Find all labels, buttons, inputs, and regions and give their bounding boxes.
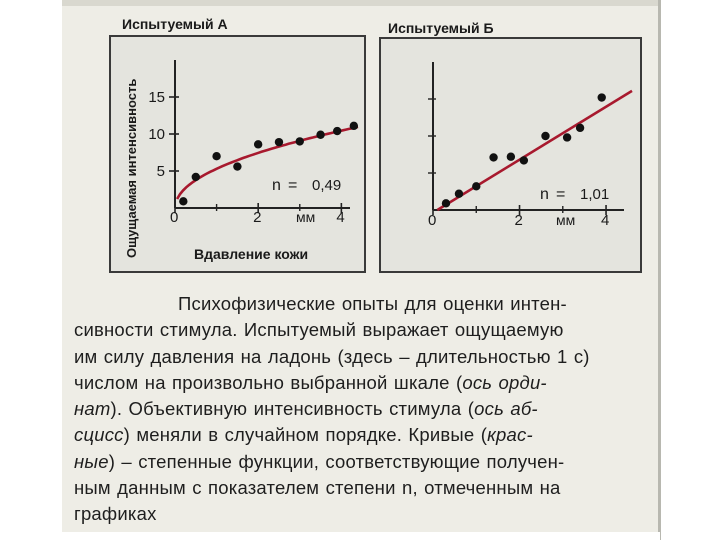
caption-text: ) – степенные функции, соответствующие получен- bbox=[108, 450, 565, 472]
caption-line bbox=[74, 449, 659, 475]
panel-b-data-point bbox=[598, 93, 606, 101]
caption-italic-text: ось орди- bbox=[462, 371, 547, 393]
panel-a-frame bbox=[110, 36, 365, 272]
panel-b-data-point bbox=[541, 132, 549, 140]
panel-a-x-unit: мм bbox=[296, 209, 316, 225]
panel-a-data-point bbox=[192, 173, 200, 181]
panel-a-n-symbol: n bbox=[272, 177, 281, 194]
caption-text: Психофизические опыты для оценки интен- bbox=[178, 293, 567, 314]
panel-b-n-equals: = bbox=[556, 186, 566, 203]
caption-text: числом на произвольно выбранной шкале ( bbox=[74, 371, 463, 393]
panel-a-y-tick-label: 15 bbox=[148, 89, 165, 106]
panel-a-n-value: 0,49 bbox=[312, 177, 342, 194]
caption-line bbox=[74, 475, 659, 501]
panel-a-x-tick-label: 4 bbox=[336, 209, 345, 226]
caption-text: ) меняли в случайном порядке. Кривые ( bbox=[123, 424, 488, 446]
panel-b-title: Испытуемый Б bbox=[388, 20, 494, 36]
panel-b-n-symbol: n bbox=[540, 186, 549, 203]
caption-italic-text: нат bbox=[74, 398, 111, 420]
panel-a-data-point bbox=[316, 131, 324, 139]
panel-b-data-point bbox=[507, 153, 515, 161]
caption-text: ). Объективную интенсивность стимула ( bbox=[110, 398, 475, 420]
panel-b-data-point bbox=[520, 156, 528, 164]
panel-b-data-point bbox=[576, 124, 584, 132]
caption-line bbox=[74, 396, 659, 422]
panel-b bbox=[380, 20, 641, 272]
caption-text: ным данным с показателем степени n, отмеченным на bbox=[74, 477, 561, 499]
caption-line bbox=[74, 501, 659, 527]
panel-a-y-tick-label: 5 bbox=[156, 163, 165, 180]
caption-line bbox=[74, 370, 659, 396]
panel-b-x-tick-label: 4 bbox=[601, 212, 610, 229]
panel-a-y-tick-label: 10 bbox=[148, 126, 165, 143]
scan-bottom-white-strip bbox=[62, 532, 660, 540]
panel-b-x-unit: мм bbox=[556, 212, 576, 228]
caption-line bbox=[74, 291, 659, 317]
caption-text: сивности стимула. Испытуемый выражает ощущаемую bbox=[74, 319, 564, 341]
caption-line bbox=[74, 344, 659, 370]
panel-a-data-point bbox=[275, 138, 283, 146]
panel-a-ylabel: Ощущаемая интенсивность bbox=[124, 78, 139, 258]
panel-b-data-point bbox=[563, 133, 571, 141]
caption-italic-text: крас- bbox=[487, 424, 533, 446]
panel-a-x-tick-label: 0 bbox=[170, 209, 179, 226]
panel-a-title: Испытуемый А bbox=[122, 16, 228, 32]
panel-b-data-point bbox=[489, 153, 497, 161]
panel-b-n-value: 1,01 bbox=[580, 186, 610, 203]
panel-a-data-point bbox=[254, 140, 262, 148]
panel-a-n-equals: = bbox=[288, 177, 298, 194]
panel-b-x-tick-label: 2 bbox=[514, 212, 523, 229]
figure-caption bbox=[74, 291, 659, 528]
panel-a-data-point bbox=[179, 197, 187, 205]
panel-b-data-point bbox=[472, 182, 480, 190]
panel-b-data-point bbox=[442, 199, 450, 207]
panel-a-xlabel: Вдавление кожи bbox=[194, 246, 309, 262]
panel-a-data-point bbox=[212, 152, 220, 160]
panel-a-x-tick-label: 2 bbox=[253, 209, 262, 226]
panel-a-data-point bbox=[233, 162, 241, 170]
caption-italic-text: сцисс bbox=[74, 424, 124, 446]
panel-a bbox=[110, 16, 365, 272]
panel-b-data-point bbox=[455, 190, 463, 198]
caption-italic-text: ные bbox=[74, 450, 109, 472]
caption-text: им силу давления на ладонь (здесь – длительностью 1 с) bbox=[74, 345, 590, 367]
caption-line bbox=[74, 422, 659, 448]
panel-a-data-point bbox=[296, 137, 304, 145]
caption-italic-text: ось аб- bbox=[474, 398, 538, 420]
panel-b-x-tick-label: 0 bbox=[428, 212, 437, 229]
panel-a-data-point bbox=[333, 127, 341, 135]
panel-a-data-point bbox=[350, 122, 358, 130]
caption-line bbox=[74, 317, 659, 343]
caption-text: графиках bbox=[74, 503, 157, 525]
